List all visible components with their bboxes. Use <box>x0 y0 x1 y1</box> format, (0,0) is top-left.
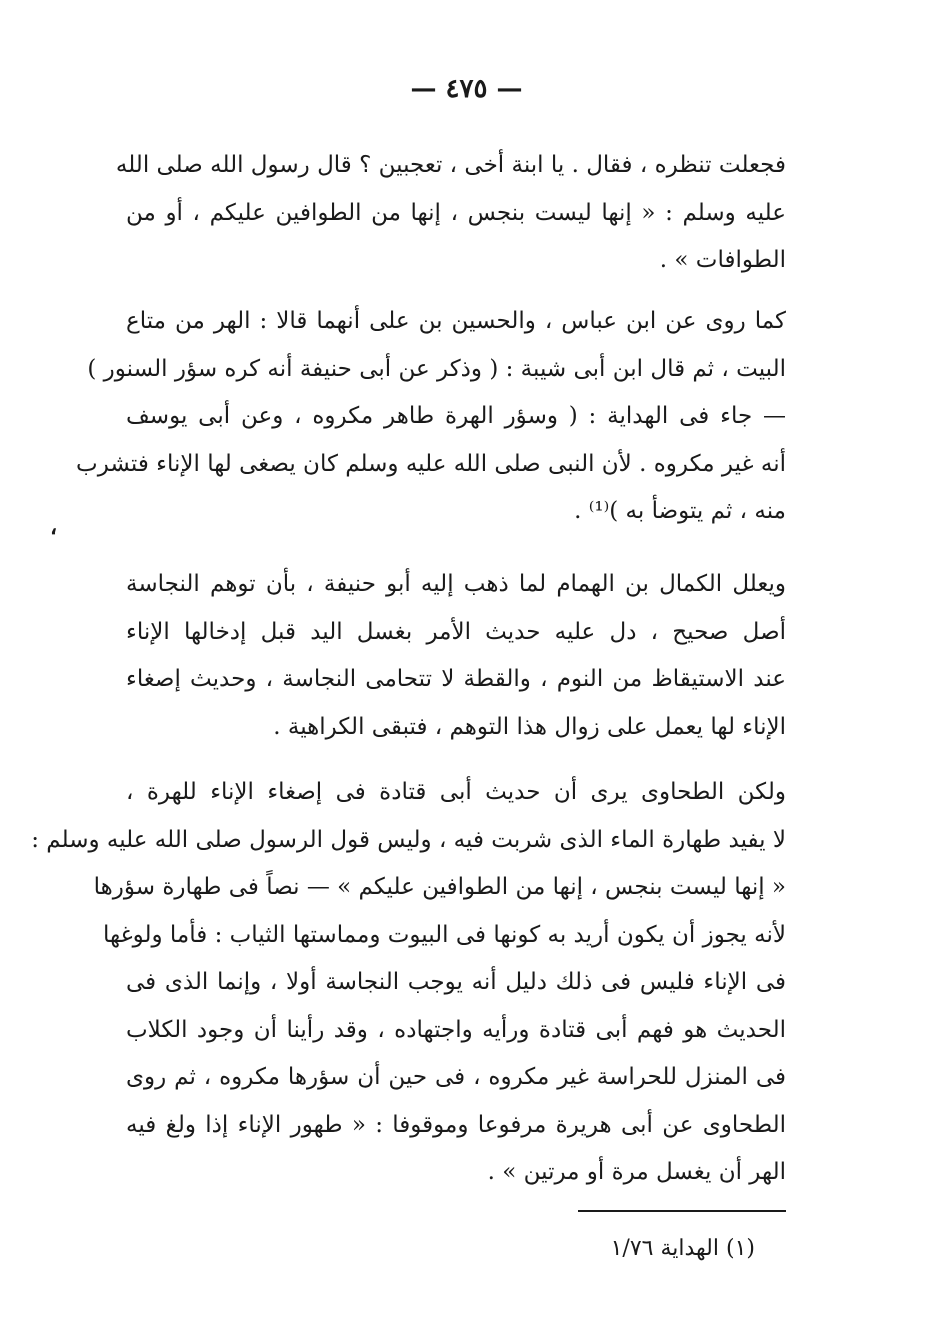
paragraph-4 <box>31 769 786 1197</box>
text-line: الحديث هو فهم أبى قتادة ورأيه واجتهاده ، وقد رأينا أن وجود الكلاب <box>126 1016 786 1043</box>
text-line: منه ، ثم يتوضأ به )⁽¹⁾ . <box>574 498 786 524</box>
text-line: فى المنزل للحراسة غير مكروه ، فى حين أن سؤرها مكروه ، ثم روى <box>126 1064 786 1090</box>
margin-mark: ، <box>50 514 58 540</box>
text-line: لأنه يجوز أن يكون أريد به كونها فى البيوت ومماستها الثياب : فأما ولوغها <box>102 921 786 948</box>
text-line: عند الاستيقاظ من النوم ، والقطة لا تتحامى النجاسة ، وحديث إصغاء <box>126 666 786 692</box>
text-line: أنه غير مكروه . لأن النبى صلى الله عليه وسلم كان يصغى لها الإناء فتشرب <box>76 450 786 477</box>
text-line: لا يفيد طهارة الماء الذى شربت فيه ، وليس قول الرسول صلى الله عليه وسلم : <box>31 826 786 853</box>
paragraph-3 <box>126 561 786 751</box>
text-line: البيت ، ثم قال ابن أبى شيبة : ( وذكر عن أبى حنيفة أنه كره سؤر السنور ) <box>87 355 786 382</box>
text-line: ويعلل الكمال بن الهمام لما ذهب إليه أبو حنيفة ، بأن توهم النجاسة <box>126 571 786 597</box>
text-line: كما روى عن ابن عباس ، والحسين بن على أنهما قالا : الهر من متاع <box>126 308 786 334</box>
footnote: (١) الهداية ١/٧٦ <box>610 1236 755 1261</box>
text-line: ولكن الطحاوى يرى أن حديث أبى قتادة فى إصغاء الإناء للهرة ، <box>126 779 786 805</box>
paragraph-1 <box>115 142 786 285</box>
text-line: فجعلت تنظره ، فقال . يا ابنة أخى ، تعجبين ؟ قال رسول الله صلى الله <box>115 152 786 178</box>
text-line: « إنها ليست بنجس ، إنها من الطوافين عليكم » — نصاً فى طهارة سؤرها <box>93 874 786 900</box>
text-line: عليه وسلم : « إنها ليست بنجس ، إنها من الطوافين عليكم ، أو من <box>126 199 786 226</box>
text-line: الطحاوى عن أبى هريرة مرفوعا وموقوفا : « طهور الإناء إذا ولغ فيه <box>126 1111 786 1138</box>
paragraph-2 <box>76 298 786 536</box>
text-line: الهر أن يغسل مرة أو مرتين » . <box>487 1159 786 1185</box>
text-line: الطوافات » . <box>659 247 786 273</box>
page-number: — ٤٧٥ — <box>410 74 523 104</box>
text-line: فى الإناء فليس فى ذلك دليل أنه يوجب النجاسة أولا ، وإنما الذى فى <box>126 969 786 995</box>
text-line: أصل صحيح ، دل عليه حديث الأمر بغسل اليد قبل إدخالها الإناء <box>126 618 786 645</box>
text-line: — جاء فى الهداية : ( وسؤر الهرة طاهر مكروه ، وعن أبى يوسف <box>126 403 786 429</box>
footnote-divider <box>578 1210 786 1212</box>
text-line: الإناء لها يعمل على زوال هذا التوهم ، فتبقى الكراهية . <box>273 713 786 740</box>
